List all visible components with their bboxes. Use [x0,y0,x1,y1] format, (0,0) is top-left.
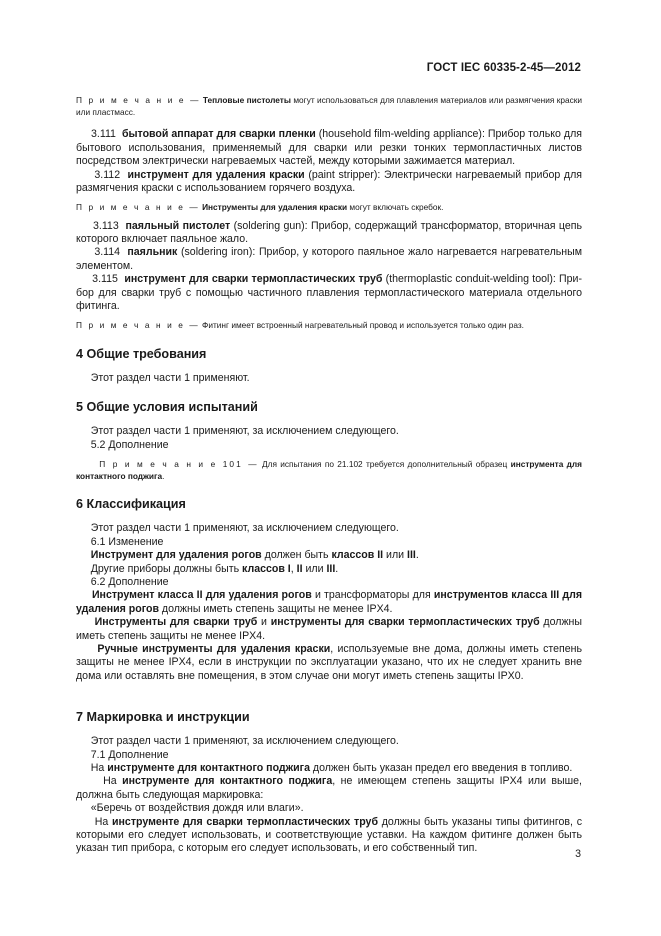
note-end: . [162,471,165,482]
subsection-heading: 7.1 Дополнение [90,748,169,761]
section-7-1-quote [76,802,582,815]
section-5-title: 5 Общие условия испытаний [76,400,258,415]
term: III [326,562,336,575]
definition-term: инструмент для удаления краски [127,168,305,181]
definition-text: (thermoplastic conduit-welding tool): Прибор для сварки труб с помощью частичного плавления термопластического материала отдельного фитинга. [76,273,582,313]
section-6-text [76,522,582,535]
section-6-1-line1 [76,549,582,562]
text: и [257,616,271,629]
definition-3-114 [76,246,582,273]
document-header: ГОСТ IEC 60335-2-45—2012 [426,62,581,74]
text: На [90,762,108,774]
definition-text: (paint stripper): Электрически нагреваемый прибор для размягчения краски с использованием горячего воздуха. [76,168,582,195]
definition-text: (soldering gun): Прибор, содержащий трансформатор, вторичная цепь которого включает паяльное жало. [76,219,582,246]
term: III [407,549,416,562]
section-4-title: 4 Общие требования [76,346,207,361]
term: инструменте для контактного поджига [107,762,310,774]
marking-text: «Беречь от воздействия дождя или влаги». [90,802,304,815]
section-text: Этот раздел части 1 применяют, за исключением следующего. [90,425,399,438]
section-7-1-heading [76,749,582,762]
term: инструменте для контактного поджига [122,775,333,788]
section-6-2-heading [76,576,582,589]
definition-text: (household film-welding appliance): Прибор только для бытового использования, применяемый для сварки или резки тонких термопластичных листов посредством электрически нагреваемых частей, между которыми зажимается материал. [76,128,583,168]
definition-term: инструмент для сварки термопластических труб [124,273,383,286]
text: , не имеющем степень защиты IPX4 или выше, должна быть следующая маркировка: [76,775,582,801]
text: или [302,562,327,575]
definition-number: 3.112 [94,168,121,181]
section-7-text [76,735,582,748]
text: . [415,549,419,562]
definition-text: (soldering iron): Прибор, у которого паяльное жало нагревается нагревательным элементом. [76,246,583,272]
term: классов I [242,562,291,575]
term: Инструменты для сварки труб [94,616,258,629]
note-fitting [76,319,582,331]
note-label: П р и м е ч а н и е — [76,202,200,213]
text: и трансформаторы для [311,589,434,602]
section-6-2-para3 [76,643,582,683]
definition-3-115 [76,273,582,313]
definition-number: 3.114 [94,246,121,259]
term: II [296,562,303,575]
subsection-heading: 5.2 Дополнение [90,438,169,451]
definition-term: паяльник [127,246,178,259]
definition-3-113 [76,220,582,247]
section-4-text [76,372,582,385]
section-text: Этот раздел части 1 применяют. [90,371,250,384]
definition-number: 3.111 [91,128,116,141]
section-7-1-para3 [76,816,582,856]
text: , используемые вне дома, должны иметь степень защиты не менее IPX4, если в инструкции по эксплуатации указано, что их не следует хранить вне дома или оставлять вне помещения, в этом случае они могут иметь степень защиты IPX0. [76,642,582,682]
definition-term: бытовой аппарат для сварки пленки [121,128,316,141]
section-6-2-para2 [76,616,582,643]
note-text: могут включать скребок. [347,202,444,213]
term: Инструмент для удаления рогов [90,549,262,562]
text: На [94,815,113,828]
section-6-1-heading [76,536,582,549]
definition-3-111 [76,128,582,168]
text: На [103,775,123,788]
text: должны иметь степень защиты не менее IPX4. [158,602,393,615]
definition-number: 3.115 [92,273,118,286]
note-term: Тепловые пистолеты [202,95,291,105]
section-7-1-para1 [76,762,582,775]
section-5-text [76,425,582,438]
text: должен быть [261,549,332,562]
term: инструменты для сварки термопластических труб [270,616,540,629]
note-text: Для испытания по 21.102 требуется дополнительный образец [258,458,511,469]
note-label: П р и м е ч а н и е — [76,95,201,105]
note-label: П р и м е ч а н и е 101 — [99,458,259,469]
term: инструментов класса III для удаления рогов [76,589,583,615]
definition-3-112 [76,169,582,196]
section-text: Этот раздел части 1 применяют, за исключением следующего. [90,735,399,748]
section-5-2-heading [76,439,582,452]
section-7-1-para2 [76,775,582,802]
text: должен быть указан предел его введения в топливо. [309,762,573,774]
text: должны быть указаны типы фитингов, с которыми его следует использовать, и соответствующие уставки. На каждом фитинге должен быть указан тип прибора, с которым его следует использовать, и его собственный тип. [76,815,583,855]
definition-number: 3.113 [92,219,119,232]
section-6-title: 6 Классификация [76,497,186,512]
definition-term: паяльный пистолет [125,219,231,232]
note-term: инструмента для контактного поджига [76,458,583,482]
text: , [290,562,297,575]
text: . [335,562,339,575]
note-text: Фитинг имеет встроенный нагревательный провод и используется только один раз. [199,320,524,331]
note-paint-strippers [76,201,582,213]
text: или [383,549,407,562]
note-101 [76,458,582,482]
section-6-1-line2 [76,563,582,576]
term: Ручные инструменты для удаления краски [97,642,331,655]
term: Инструмент класса II для удаления рогов [91,589,312,602]
note-label: П р и м е ч а н и е — [76,320,200,331]
term: классов II [331,549,384,562]
section-text: Этот раздел части 1 применяют, за исключением следующего. [90,522,399,535]
section-7-title: 7 Маркировка и инструкции [76,710,250,725]
note-term: Инструменты для удаления краски [202,202,348,213]
section-6-2-para1 [76,589,582,616]
page-number: 3 [575,848,581,860]
term: инструменте для сварки термопластических труб [112,815,378,828]
page-content [76,94,582,856]
text: должны иметь степень защиты не менее IPX4. [76,616,583,642]
note-heat-guns [76,94,582,118]
subsection-heading: 6.1 Изменение [90,535,164,548]
note-text: могут использоваться для плавления материалов или размягчения краски или пластмасс. [76,95,582,118]
subsection-heading: 6.2 Дополнение [90,575,169,588]
text: Другие приборы должны быть [90,562,243,575]
